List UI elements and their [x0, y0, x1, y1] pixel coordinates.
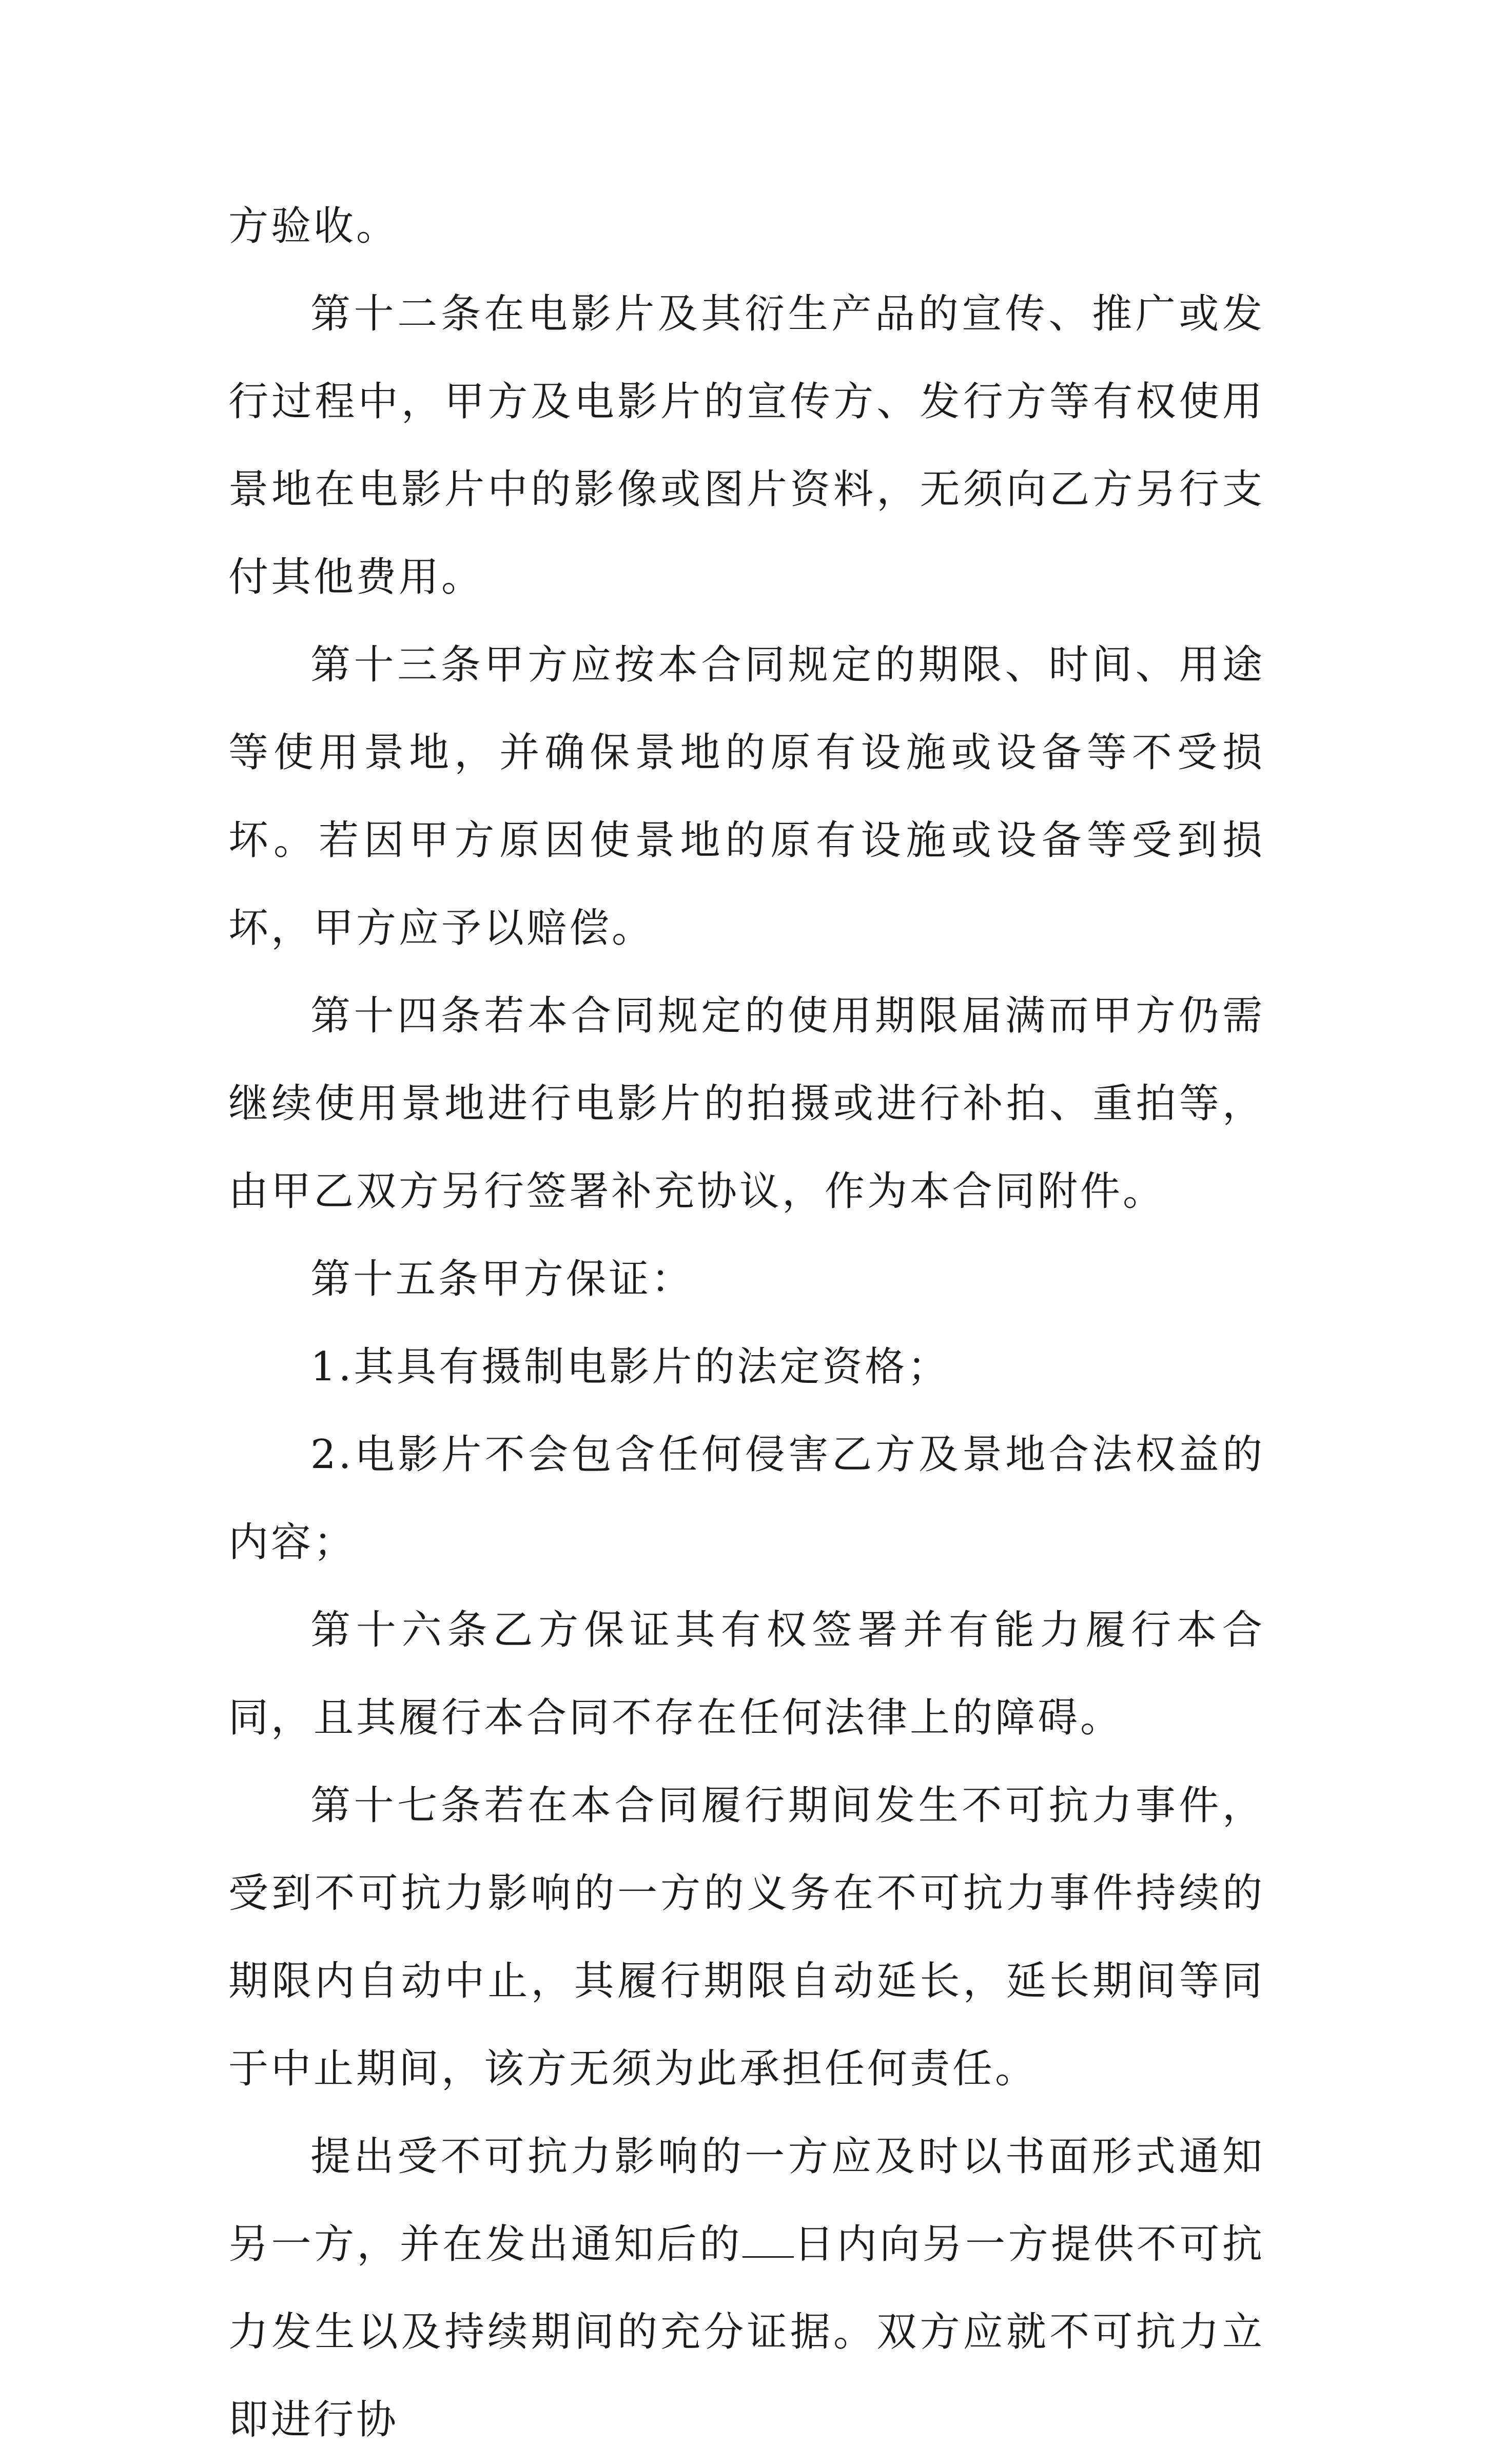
paragraph-article-16: 第十六条乙方保证其有权签署并有能力履行本合同，且其履行本合同不存在任何法律上的障碍。: [228, 1607, 1265, 1741]
paragraph-article-12: 第十二条在电影片及其衍生产品的宣传、推广或发行过程中，甲方及电影片的宣传方、发行方等有权使用景地在电影片中的影像或图片资料，无须向乙方另行支付其他费用。: [228, 291, 1265, 600]
notice-text-after-blank: 日内向另一方提供不可抗力发生以及持续期间的充分证据。双方应就不可抗力立即进行协: [228, 2221, 1265, 2443]
paragraph-article-15-item-1: 1.其具有摄制电影片的法定资格；: [310, 1344, 950, 1390]
paragraph-article-15: 第十五条甲方保证：: [310, 1256, 694, 1302]
paragraph-article-15-item-2: 2.电影片不会包含任何侵害乙方及景地合法权益的内容；: [228, 1432, 1265, 1566]
paragraph-continuation: 方验收。: [228, 203, 399, 249]
document-body: [228, 183, 1265, 2464]
paragraph-article-14: 第十四条若本合同规定的使用期限届满而甲方仍需继续使用景地进行电影片的拍摄或进行补拍、重拍等，由甲乙双方另行签署补充协议，作为本合同附件。: [228, 993, 1265, 1215]
notice-text-before-blank: 提出受不可抗力影响的一方应及时以书面形式通知另一方，并在发出通知后的: [228, 2134, 1265, 2267]
paragraph-force-majeure-notice: [228, 2113, 1265, 2464]
fill-in-blank-days: [742, 2224, 794, 2258]
paragraph-article-13: 第十三条甲方应按本合同规定的期限、时间、用途等使用景地，并确保景地的原有设施或设备等不受损坏。若因甲方原因使景地的原有设施或设备等受到损坏，甲方应予以赔偿。: [228, 642, 1265, 951]
paragraph-article-17: 第十七条若在本合同履行期间发生不可抗力事件，受到不可抗力影响的一方的义务在不可抗力事件持续的期限内自动中止，其履行期限自动延长，延长期间等同于中止期间，该方无须为此承担任何责任。: [228, 1783, 1265, 2092]
